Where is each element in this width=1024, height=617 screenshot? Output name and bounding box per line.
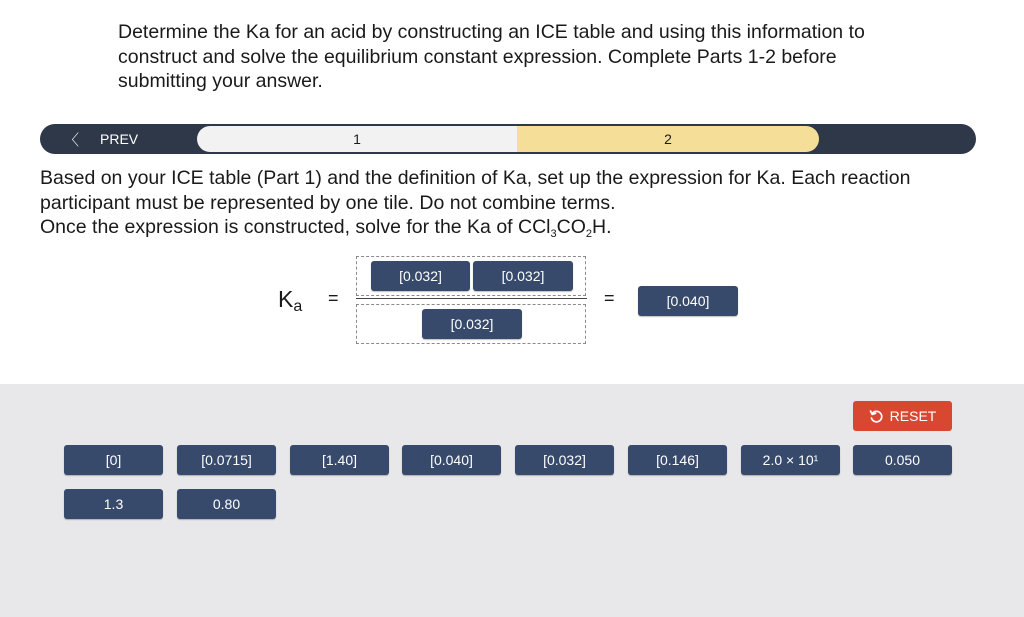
subscript-3: 3 <box>550 228 557 240</box>
result-tile[interactable]: [0.040] <box>638 286 738 316</box>
equals-sign: = <box>604 288 615 308</box>
instructions-line-2 <box>40 215 990 240</box>
numerator-tile[interactable]: [0.032] <box>371 261 470 291</box>
step-1-label: 1 <box>353 131 361 147</box>
instructions-suffix: H. <box>592 216 612 238</box>
answer-tile[interactable]: [0.032] <box>515 445 614 475</box>
instructions <box>40 166 990 240</box>
denominator-tile[interactable]: [0.032] <box>422 309 522 339</box>
step-1-tab[interactable] <box>197 126 517 152</box>
chevron-left-icon: 〈 <box>64 132 80 149</box>
ka-k: K <box>278 286 294 312</box>
undo-icon <box>869 409 884 424</box>
answer-tile[interactable]: 1.3 <box>64 489 163 519</box>
fraction-bar <box>356 298 587 299</box>
part-navigation-bar <box>40 124 976 154</box>
ka-symbol <box>278 286 302 316</box>
reset-button[interactable] <box>853 401 952 431</box>
numerator-tile[interactable]: [0.032] <box>473 261 573 291</box>
equals-sign: = <box>328 288 339 308</box>
answer-tile[interactable]: [1.40] <box>290 445 389 475</box>
reset-label: RESET <box>889 408 937 424</box>
answer-tile[interactable]: 0.050 <box>853 445 952 475</box>
step-2-label: 2 <box>664 131 672 147</box>
instructions-line-2-prefix: Once the expression is constructed, solve for the Ka of CCl <box>40 216 551 238</box>
answer-tile[interactable]: [0.146] <box>628 445 727 475</box>
prev-button-label: PREV <box>100 131 139 147</box>
answer-tile[interactable]: [0] <box>64 445 163 475</box>
instructions-co: CO <box>556 216 586 238</box>
answer-tile[interactable]: 2.0 × 10¹ <box>741 445 840 475</box>
answer-tile[interactable]: 0.80 <box>177 489 276 519</box>
answer-tile[interactable]: [0.040] <box>402 445 501 475</box>
instructions-line-1: Based on your ICE table (Part 1) and the definition of Ka, set up the expression for Ka. Each reaction participant must be represented by one tile. Do not combine terms. <box>40 167 911 214</box>
question-text: Determine the Ka for an acid by constructing an ICE table and using this information to construct and solve the equilibrium constant expression. Complete Parts 1-2 before submitting your answer. <box>118 21 865 92</box>
prev-button[interactable] <box>40 124 197 154</box>
subscript-2: 2 <box>585 228 592 240</box>
ka-subscript: a <box>293 298 303 315</box>
step-2-tab[interactable] <box>517 126 819 152</box>
answer-tile[interactable]: [0.0715] <box>177 445 276 475</box>
